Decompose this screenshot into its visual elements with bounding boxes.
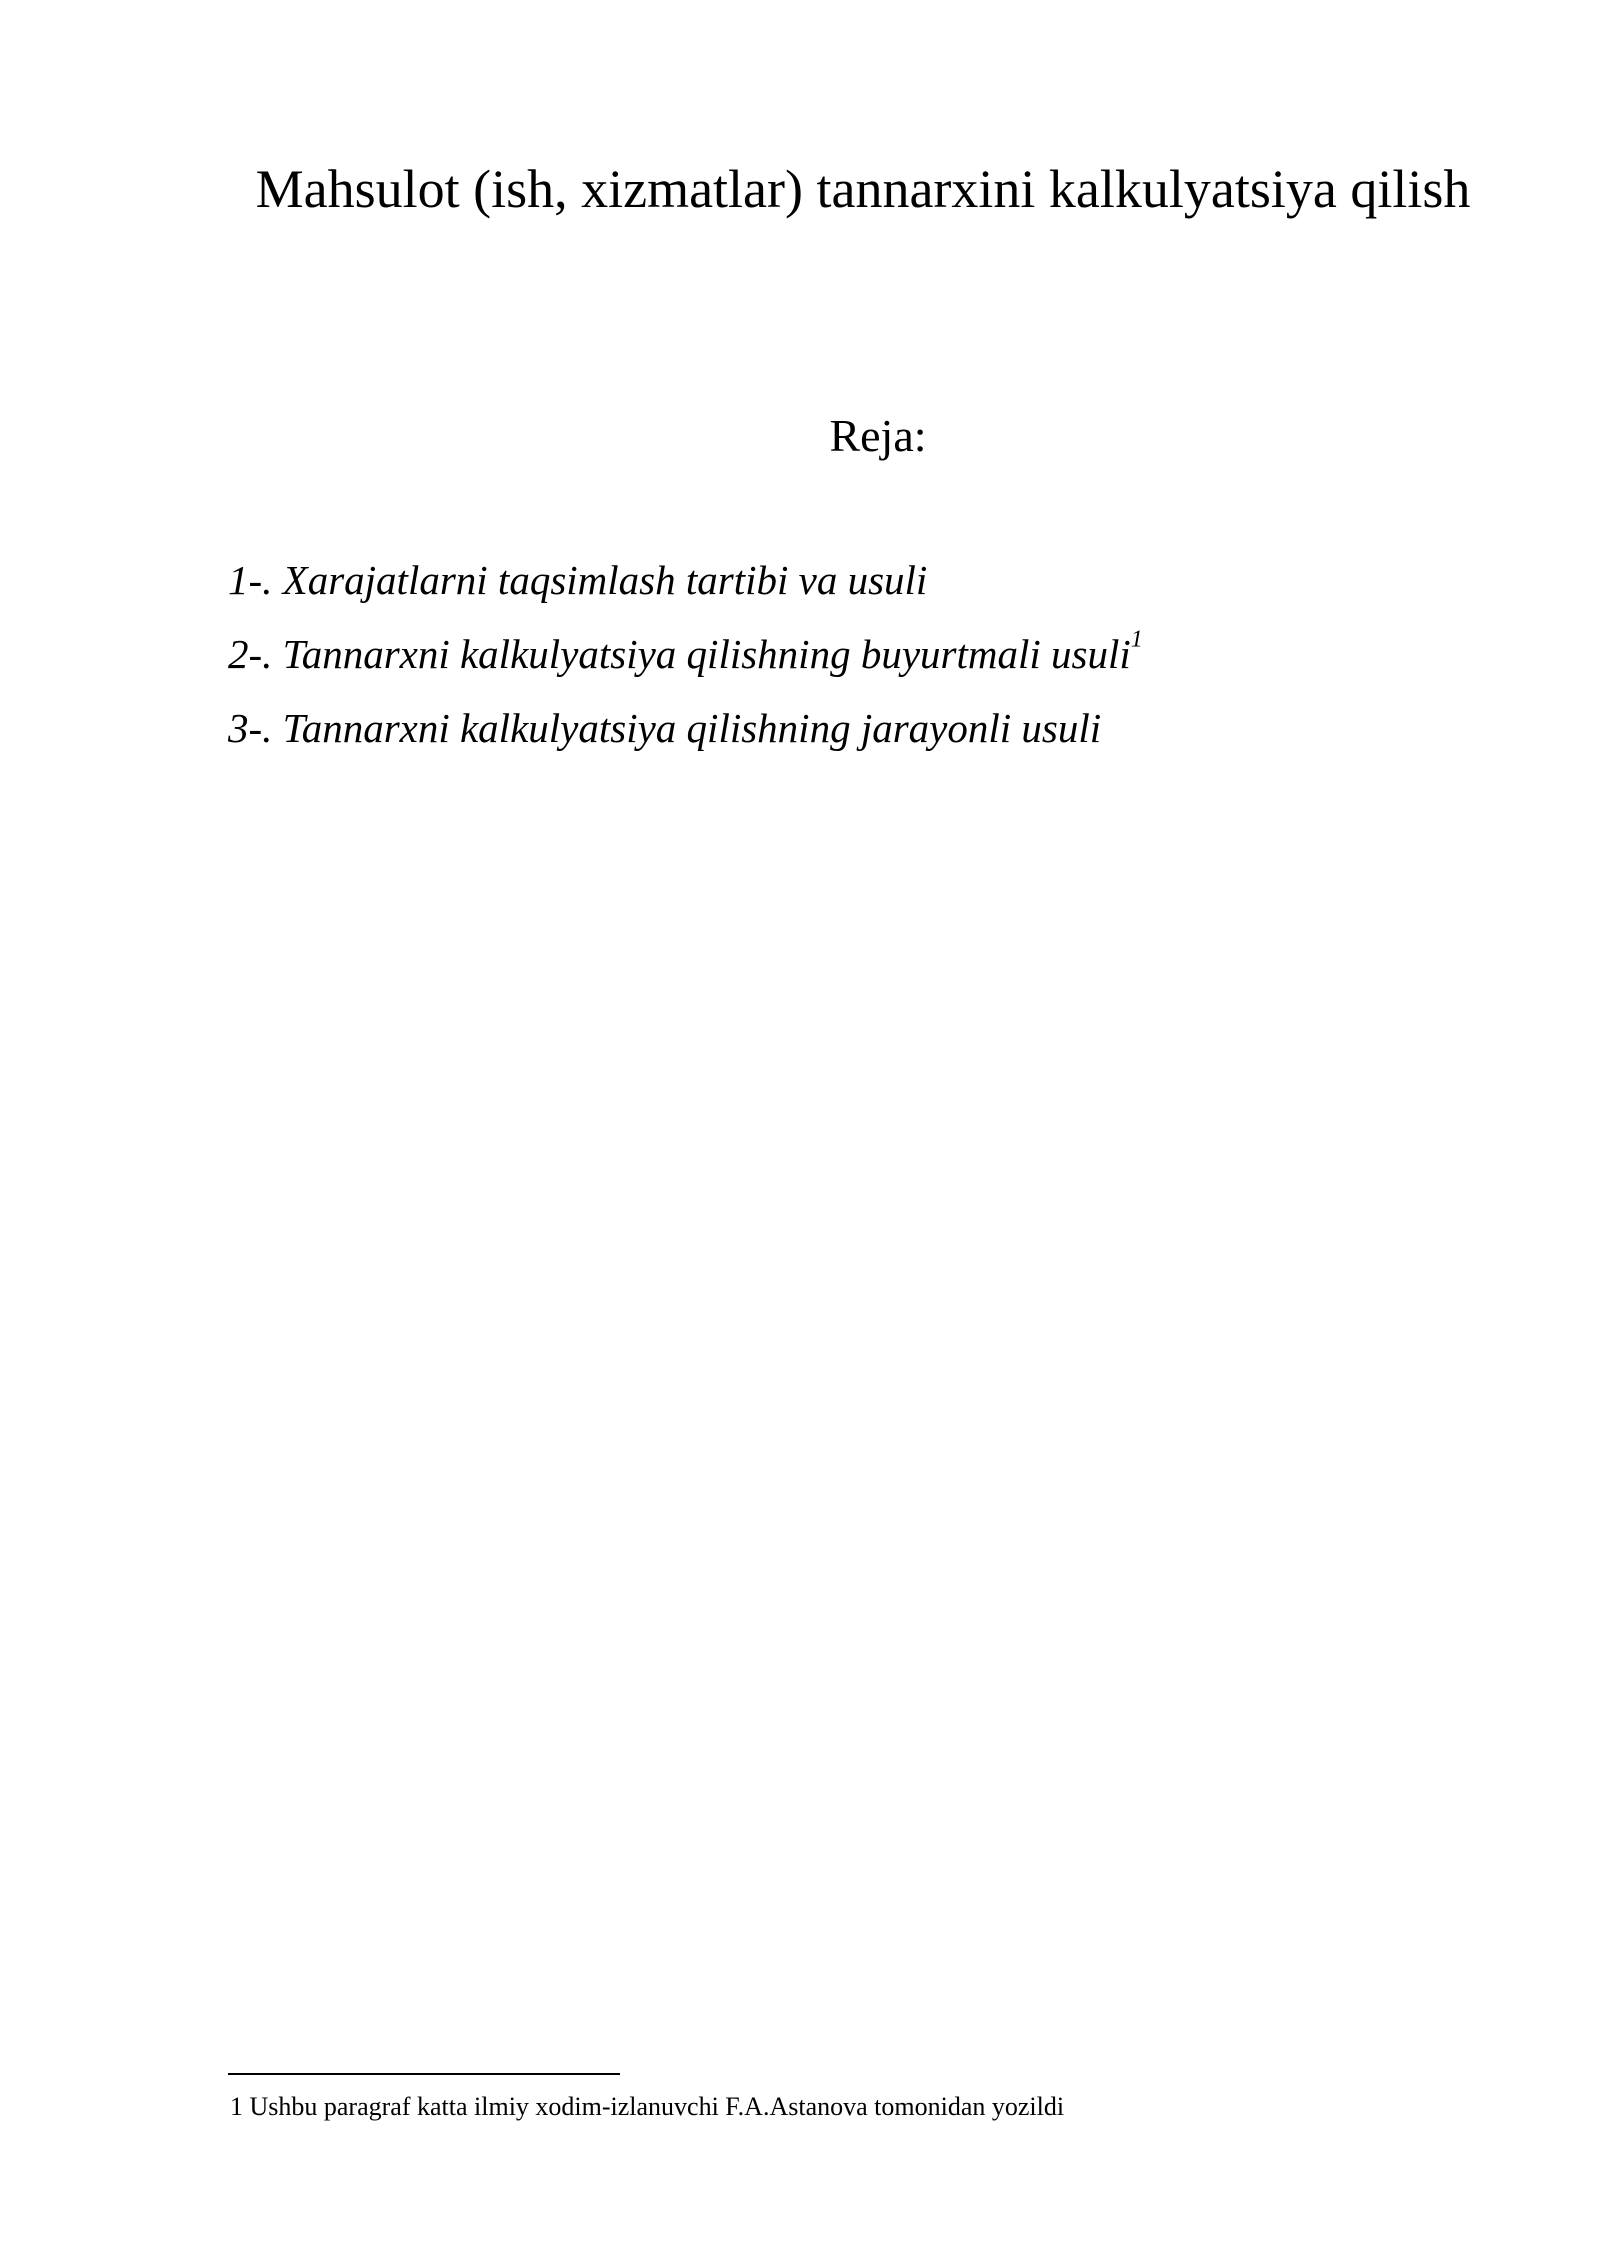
plan-item-text: . Tannarxni kalkulyatsiya qilishning buyurtmali usuli xyxy=(262,631,1131,677)
plan-item-text: . Xarajatlarni taqsimlash tartibi va usuli xyxy=(262,557,928,603)
footnote-reference[interactable]: 1 xyxy=(1130,626,1143,653)
footnote xyxy=(230,2090,1064,2124)
footnote-separator xyxy=(228,2073,620,2075)
plan-item-number: 1 xyxy=(228,557,249,603)
plan-item-text: . Tannarxni kalkulyatsiya qilishning jarayonli usuli xyxy=(262,705,1102,751)
plan-item-number: 2 xyxy=(228,631,249,677)
document-title: Mahsulot (ish, xizmatlar) tannarxini kalkulyatsiya qilish xyxy=(255,159,1471,219)
footnote-number: 1 xyxy=(230,2092,243,2121)
plan-item: 2-. Tannarxni kalkulyatsiya qilishning buyurtmali usuli$^1$ xyxy=(228,626,1143,677)
plan-item: 1-. Xarajatlarni taqsimlash tartibi va usuli xyxy=(228,557,928,603)
plan-item-number: 3 xyxy=(228,705,249,751)
plan-list xyxy=(228,550,1143,772)
footnote-text: Ushbu paragraf katta ilmiy xodim-izlanuvchi F.A.Astanova tomonidan yozildi xyxy=(249,2092,1065,2121)
plan-heading: Reja: xyxy=(829,410,927,461)
plan-item: 3-. Tannarxni kalkulyatsiya qilishning jarayonli usuli xyxy=(228,705,1102,751)
